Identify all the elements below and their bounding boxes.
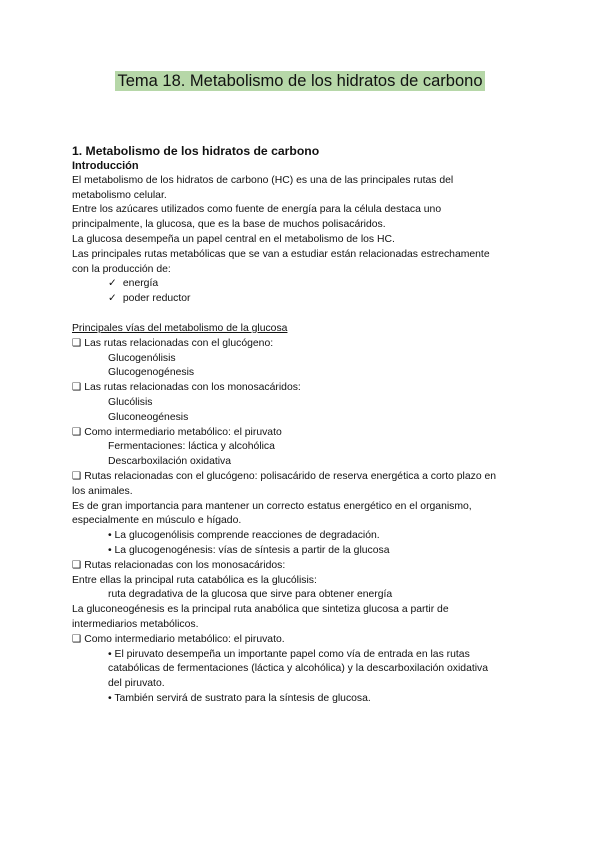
checkbox-icon: ❑ [72, 382, 82, 394]
detail-heading [72, 633, 542, 648]
vias-item: Glucogenólisis [108, 352, 176, 364]
detail-text: Rutas relacionadas con los monosacáridos: [84, 559, 286, 571]
detail-text: ruta degradativa de la glucosa que sirve para obtener energía [108, 589, 393, 601]
page-title-text: Tema 18. Metabolismo de los hidratos de carbono [117, 72, 483, 90]
detail-text: La gluconeogénesis es la principal ruta anabólica que sintetiza glucosa a partir de [72, 604, 449, 616]
bullet-text-continued: del piruvato. [108, 678, 165, 690]
vias-group-label: Las rutas relacionadas con el glucógeno: [84, 337, 274, 349]
bullet-text: También servirá de sustrato para la síntesis de glucosa. [114, 692, 371, 704]
checkbox-icon: ❑ [72, 426, 82, 438]
checkbox-icon: ❑ [72, 633, 82, 645]
subheading-introduccion: Introducción [72, 160, 139, 172]
spacer [72, 307, 542, 322]
vias-item: Gluconeogénesis [108, 411, 189, 423]
vias-group [72, 337, 542, 352]
check-item [72, 292, 542, 307]
checkbox-icon: ❑ [72, 559, 82, 571]
vias-item: Glucogenogénesis [108, 367, 195, 379]
intro-line: La glucosa desempeña un papel central en el metabolismo de los HC. [72, 233, 395, 245]
bullet-item [72, 529, 542, 544]
bullet-icon: • [108, 544, 112, 556]
bullet-icon: • [108, 648, 112, 660]
vias-group [72, 381, 542, 396]
section-heading: 1. Metabolismo de los hidratos de carbono [72, 144, 320, 158]
vias-title: Principales vías del metabolismo de la glucosa [72, 322, 288, 334]
detail-heading [72, 470, 542, 485]
bullet-item [72, 692, 542, 707]
vias-item: Glucólisis [108, 396, 153, 408]
detail-text: Es de gran importancia para mantener un correcto estatus energético en el organismo, [72, 500, 472, 512]
check-item [72, 277, 542, 292]
checkbox-icon: ❑ [72, 470, 82, 482]
intro-line: Entre los azúcares utilizados como fuente de energía para la célula destaca uno [72, 204, 442, 216]
check-icon: ✓ [108, 278, 117, 290]
detail-text: especialmente en músculo e hígado. [72, 515, 242, 527]
vias-item: Fermentaciones: láctica y alcohólica [108, 441, 275, 453]
intro-line: principalmente, la glucosa, que es la base de muchos polisacáridos. [72, 219, 386, 231]
detail-text: Rutas relacionadas con el glucógeno: polisacárido de reserva energética a corto plazo en [84, 470, 497, 482]
check-icon: ✓ [108, 293, 117, 305]
vias-group-label: Las rutas relacionadas con los monosacáridos: [84, 382, 301, 394]
page-title [0, 70, 600, 92]
document-body [72, 143, 542, 707]
bullet-item [72, 648, 542, 663]
bullet-text-continued: catabólicas de fermentaciones (láctica y alcohólica) y la descarboxilación oxidativa [108, 663, 489, 675]
detail-text: los animales. [72, 485, 133, 497]
check-item-label: poder reductor [122, 293, 191, 305]
bullet-icon: • [108, 692, 112, 704]
checkbox-icon: ❑ [72, 337, 82, 349]
intro-line: metabolismo celular. [72, 189, 167, 201]
intro-line: El metabolismo de los hidratos de carbono (HC) es una de las principales rutas del [72, 174, 454, 186]
intro-line: Las principales rutas metabólicas que se van a estudiar están relacionadas estrechamente [72, 248, 490, 260]
bullet-icon: • [108, 530, 112, 542]
check-item-label: energía [122, 278, 159, 290]
bullet-text: La glucogenogénesis: vías de síntesis a partir de la glucosa [114, 544, 390, 556]
detail-text: Como intermediario metabólico: el piruvato. [84, 633, 285, 645]
vias-item: Descarboxilación oxidativa [108, 456, 232, 468]
bullet-text: La glucogenólisis comprende reacciones de degradación. [114, 530, 380, 542]
bullet-item [72, 544, 542, 559]
detail-heading [72, 559, 542, 574]
vias-group [72, 426, 542, 441]
detail-text: Entre ellas la principal ruta catabólica es la glucólisis: [72, 574, 317, 586]
bullet-text: El piruvato desempeña un importante papel como vía de entrada en las rutas [114, 648, 470, 660]
vias-group-label: Como intermediario metabólico: el piruvato [84, 426, 282, 438]
detail-text: intermediarios metabólicos. [72, 618, 199, 630]
intro-line: con la producción de: [72, 263, 171, 275]
